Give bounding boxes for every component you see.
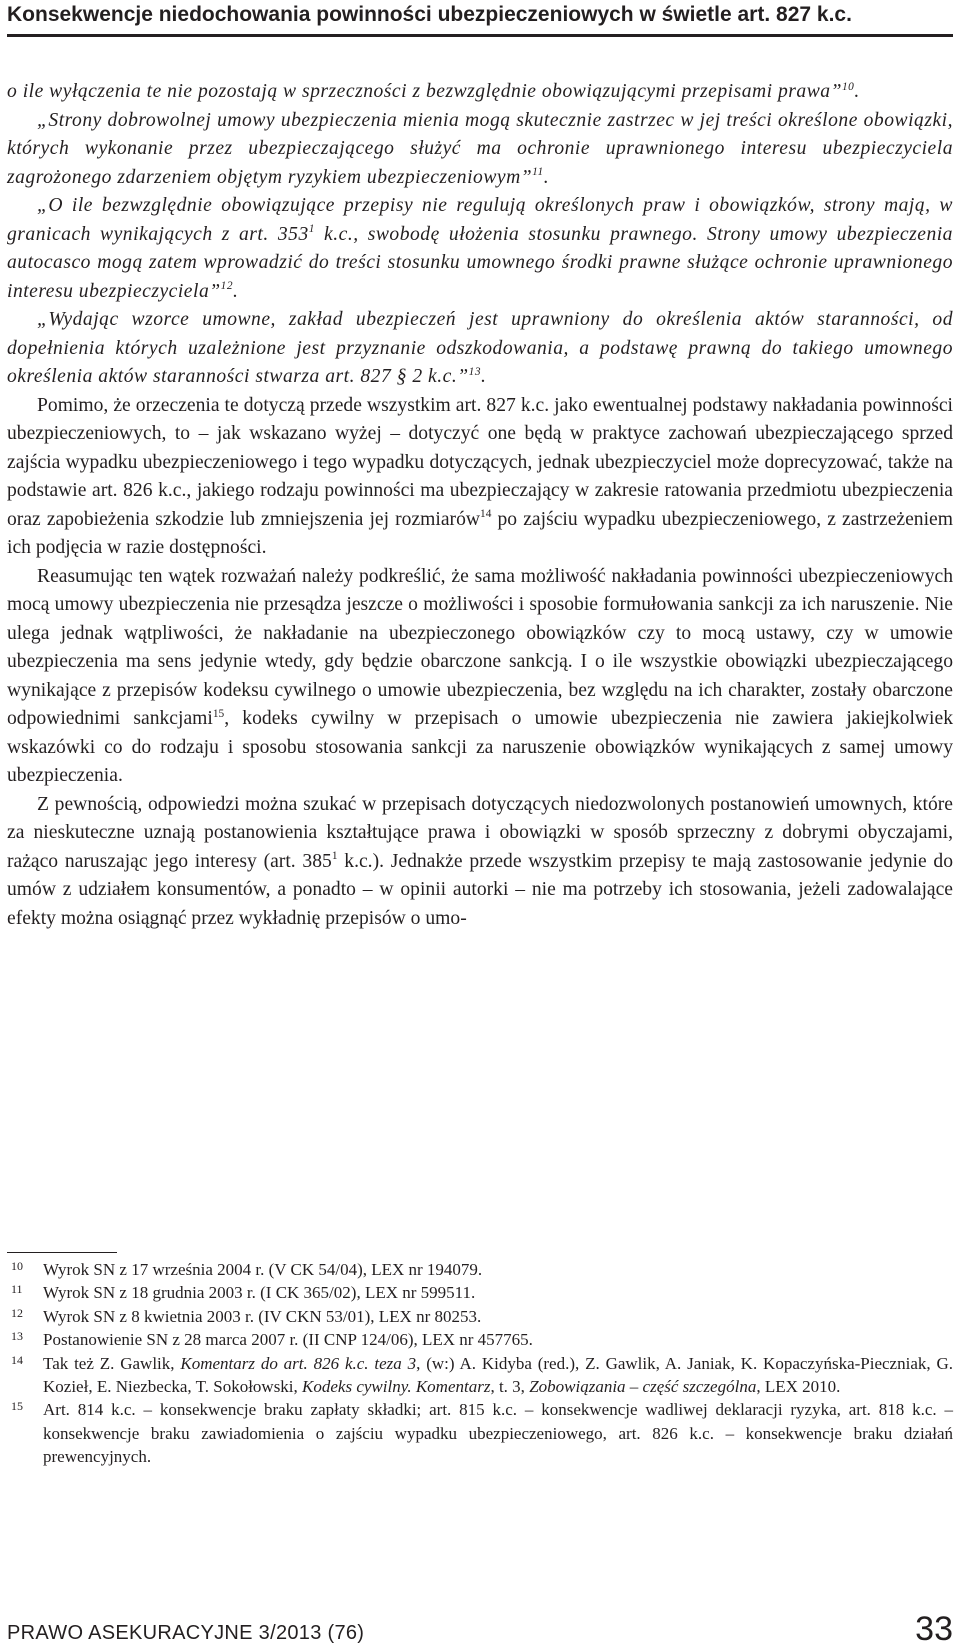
footnote: 10 Wyrok SN z 17 września 2004 r. (V CK 54/04), LEX nr 194079. — [7, 1258, 953, 1281]
footnote-ref: 10 — [841, 80, 855, 93]
footnote-ref: 12 — [220, 280, 234, 293]
header-rule — [7, 34, 953, 37]
quote-paragraph: „Wydając wzorce umowne, zakład ubezpieczeń jest uprawniony do określenia aktów staranności, od dopełnienia których uzależnione jest przyznanie odszkodowania, a podstawę prawną do takiego umownego określenia aktów staranności stwarza art. 827 § 2 k.c.”$^{13}$. — [7, 309, 953, 387]
running-title: Konsekwencje niedochowania powinności ubezpieczeniowych w świetle art. 827 k.c. — [7, 3, 852, 26]
footnote-ref: 14 — [480, 508, 492, 521]
superscript: 1 — [331, 850, 338, 863]
footnote-number: 13 — [11, 1329, 23, 1344]
footnote-ref: 11 — [532, 166, 544, 179]
footnote-separator — [7, 1252, 117, 1253]
body-paragraph: Z pewnością, odpowiedzi można szukać w przepisach dotyczących niedozwolonych postanowień umownych, które za nieskuteczne uznają postanowienia kształtujące prawa i obowiązki w sposób sprzeczny z dobrymi obyczajami, rażąco naruszając jego interesy (art. $385^1$ k.c.). Jednakże przede wszystkim przepisy te mają zastosowanie jedynie do umów z udziałem konsumentów, a ponadto – w opinii autorki – nie ma potrzeby ich stosowania, jeżeli zadowalające efekty można osiągnąć przez wykładnię przepisów o umo- — [7, 793, 953, 929]
page-number: 33 — [915, 1610, 953, 1648]
footnote: 14 Tak też Z. Gawlik, Komentarz do art. 826 k.c. teza 3, (w:) A. Kidyba (red.), Z. Gawlik, A. Janiak, K. Kopaczyńska-Pieczniak, G. Kozieł, E. Niezbecka, T. Sokołowski, Kodeks cywilny. Komentarz, t. 3, Zobowiązania – część szczególna, LEX 2010. — [7, 1352, 953, 1399]
footnote: 11 Wyrok SN z 18 grudnia 2003 r. (I CK 365/02), LEX nr 599511. — [7, 1281, 953, 1304]
page-footer — [7, 1608, 953, 1648]
footnote-number: 14 — [11, 1352, 23, 1367]
quote-paragraph: „Strony dobrowolnej umowy ubezpieczenia mienia mogą skutecznie zastrzec w jej treści określone obowiązki, których wykonanie przez ubezpieczającego służyć ma ochronie uprawnionego interesu ubezpieczyciela zagrożonego zdarzeniem objętym ryzykiem ubezpieczeniowym”$^{11}$. — [7, 109, 953, 188]
footnote: 15 Art. 814 k.c. – konsekwencje braku zapłaty składki; art. 815 k.c. – konsekwencje wadliwej deklaracji ryzyka, art. 818 k.c. – konsekwencje braku zawiadomienia o zajściu wypadku ubezpieczeniowego, art. 826 k.c. – konsekwencje braku działań prewencyjnych. — [7, 1398, 953, 1468]
body-text — [7, 78, 953, 933]
running-header — [7, 0, 953, 44]
body-paragraph: Reasumując ten wątek rozważań należy podkreślić, że sama możliwość nakładania powinności ubezpieczeniowych mocą umowy ubezpieczenia nie przesądza jeszcze o możliwości i sposobie formułowania sankcji za ich naruszenie. Nie ulega jednak wątpliwości, że nakładanie na ubezpieczonego obowiązków czy to mocą ustawy, czy w umowie ubezpieczenia ma sens jedynie wtedy, gdy będzie obarczone sankcją. I o ile wszystkie obowiązki ubezpieczającego wynikające z przepisów kodeksu cywilnego o umowie ubezpieczenia, bez względu na ich charakter, zostały obarczone odpowiednimi sankcjami$^{15}$, kodeks cywilny w przepisach o umowie ubezpieczenia nie zawiera jakiejkolwiek wskazówki co do rodzaju i sposobu stosowania sankcji za naruszenie obowiązków wynikających z samej umowy ubezpieczenia. — [7, 565, 953, 786]
quote-paragraph: o ile wyłączenia te nie pozostają w sprzeczności z bezwzględnie obowiązującymi przepisami prawa”$^{10}$. — [7, 80, 860, 102]
body-paragraph: Pomimo, że orzeczenia te dotyczą przede wszystkim art. 827 k.c. jako ewentualnej podstawy nakładania powinności ubezpieczeniowych, to – jak wskazano wyżej – dotyczyć one będą w praktyce zachowań ubezpieczającego sprzed zajścia wypadku ubezpieczeniowego i tego wypadku dotyczących, jednak ubezpieczyciel może doprecyzować, także na podstawie art. 826 k.c., jakiego rodzaju powinności ma ubezpieczający w zakresie ratowania przedmiotu ubezpieczenia oraz zapobieżenia szkodzie lub zmniejszenia jej rozmiarów$^{14}$ po zajściu wypadku ubezpieczeniowego, z zastrzeżeniem ich podjęcia w razie dostępności. — [7, 394, 953, 558]
document-page — [7, 0, 953, 1650]
footnote-number: 10 — [11, 1259, 23, 1273]
quote-paragraph: „O ile bezwzględnie obowiązujące przepisy nie regulują określonych praw i obowiązków, strony mają, w granicach wynikających z art. $353^1$ k.c., swobodę ułożenia stosunku prawnego. Strony umowy ubezpieczenia autocasco mogą zatem wprowadzić do treści stosunku umownego środki prawne służące ochronie uprawnionego interesu ubezpieczyciela”$^{12}$. — [7, 195, 953, 302]
footnote: 13 Postanowienie SN z 28 marca 2007 r. (II CNP 124/06), LEX nr 457765. — [7, 1328, 953, 1351]
footnote-ref: 13 — [468, 365, 482, 378]
journal-name: PRAWO ASEKURACYJNE 3/2013 (76) — [7, 1622, 365, 1644]
footnote-number: 15 — [11, 1399, 23, 1414]
superscript: 1 — [308, 223, 315, 236]
footnote-number: 11 — [11, 1282, 23, 1297]
footnotes — [7, 1258, 953, 1469]
footnote-ref: 15 — [212, 707, 225, 720]
footnote-number: 12 — [11, 1305, 23, 1320]
footnote: 12 Wyrok SN z 8 kwietnia 2003 r. (IV CKN 53/01), LEX nr 80253. — [7, 1305, 953, 1328]
